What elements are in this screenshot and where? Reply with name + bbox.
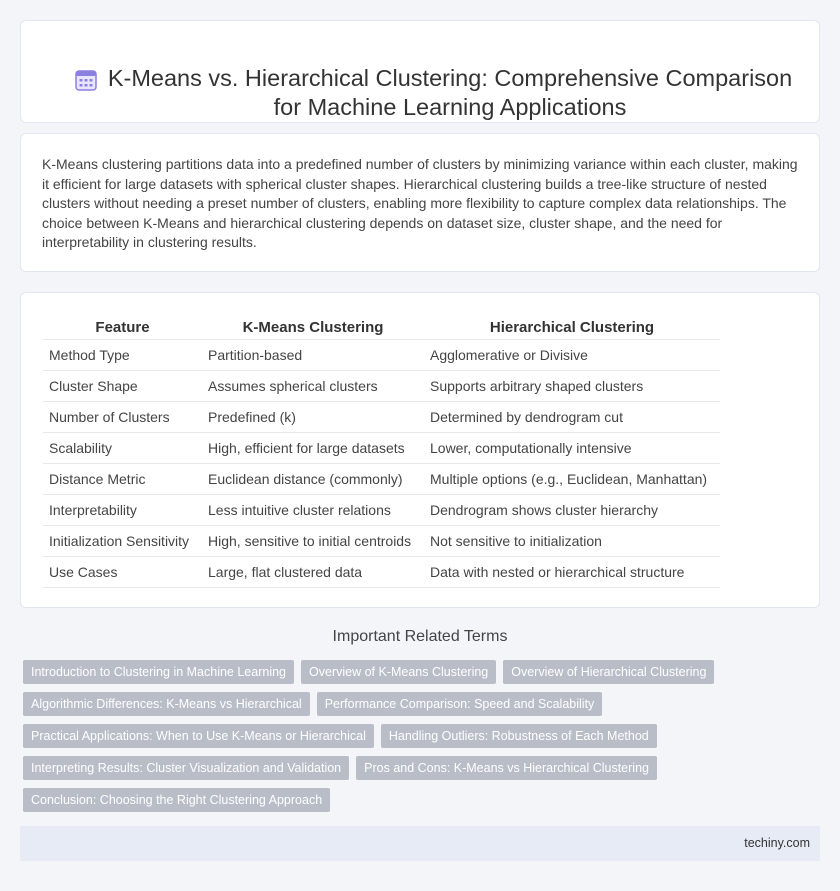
table-header-row — [43, 315, 720, 339]
table-cell: Multiple options (e.g., Euclidean, Manhattan) — [424, 463, 720, 494]
tag-row — [23, 788, 783, 812]
comparison-table-card — [20, 292, 820, 608]
tag-row — [23, 692, 783, 716]
related-term-link[interactable]: Pros and Cons: K-Means vs Hierarchical Clustering — [356, 756, 657, 780]
table-cell: Method Type — [43, 339, 202, 370]
table-cell: Scalability — [43, 432, 202, 463]
table-cell: Assumes spherical clusters — [202, 370, 424, 401]
tag-row — [23, 756, 783, 780]
table-cell: Predefined (k) — [202, 401, 424, 432]
table-cell: Agglomerative or Divisive — [424, 339, 720, 370]
related-term-link[interactable]: Conclusion: Choosing the Right Clustering Approach — [23, 788, 330, 812]
table-cell: Partition-based — [202, 339, 424, 370]
table-cell: Use Cases — [43, 556, 202, 587]
footer-site-link[interactable]: techiny.com — [744, 836, 810, 850]
table-cell: Initialization Sensitivity — [43, 525, 202, 556]
table-header-feature: Feature — [43, 315, 202, 339]
related-term-link[interactable]: Algorithmic Differences: K-Means vs Hierarchical — [23, 692, 310, 716]
related-term-link[interactable]: Practical Applications: When to Use K-Means or Hierarchical — [23, 724, 374, 748]
table-cell: Less intuitive cluster relations — [202, 494, 424, 525]
table-row — [43, 525, 720, 556]
related-terms-title: Important Related Terms — [332, 628, 508, 645]
intro-card — [20, 133, 820, 272]
table-cell: Supports arbitrary shaped clusters — [424, 370, 720, 401]
intro-paragraph: K-Means clustering partitions data into a predefined number of clusters by minimizing variance within each cluster, making it efficient for large datasets with spherical cluster shapes. Hierarchical clustering builds a tree-like structure of nested clusters without needing a preset number of clusters, enabling more flexibility to capture complex data relationships. The choice between K-Means and hierarchical clustering depends on dataset size, cluster shape, and the need for interpretability in clustering results. — [42, 156, 798, 250]
table-cell: Cluster Shape — [43, 370, 202, 401]
related-term-link[interactable]: Overview of Hierarchical Clustering — [503, 660, 714, 684]
related-terms-list — [23, 660, 783, 820]
table-cell: Determined by dendrogram cut — [424, 401, 720, 432]
table-row — [43, 494, 720, 525]
footer — [20, 826, 820, 861]
table-cell: Distance Metric — [43, 463, 202, 494]
table-row — [43, 432, 720, 463]
table-header-hierarchical: Hierarchical Clustering — [424, 315, 720, 339]
table-row — [43, 463, 720, 494]
table-cell: Not sensitive to initialization — [424, 525, 720, 556]
related-term-link[interactable]: Handling Outliers: Robustness of Each Method — [381, 724, 657, 748]
table-cell: High, sensitive to initial centroids — [202, 525, 424, 556]
table-cell: Number of Clusters — [43, 401, 202, 432]
table-cell: Euclidean distance (commonly) — [202, 463, 424, 494]
related-term-link[interactable]: Interpreting Results: Cluster Visualization and Validation — [23, 756, 349, 780]
table-row — [43, 401, 720, 432]
title-card — [20, 20, 820, 123]
table-row — [43, 370, 720, 401]
related-term-link[interactable]: Introduction to Clustering in Machine Learning — [23, 660, 294, 684]
table-cell: Large, flat clustered data — [202, 556, 424, 587]
tag-row — [23, 660, 783, 684]
table-row — [43, 339, 720, 370]
calendar-icon — [74, 68, 98, 92]
page-title: K-Means vs. Hierarchical Clustering: Comprehensive Comparison for Machine Learning Applications — [107, 65, 793, 120]
table-cell: High, efficient for large datasets — [202, 432, 424, 463]
table-cell: Dendrogram shows cluster hierarchy — [424, 494, 720, 525]
table-row — [43, 556, 720, 587]
related-term-link[interactable]: Performance Comparison: Speed and Scalability — [317, 692, 603, 716]
table-cell: Data with nested or hierarchical structure — [424, 556, 720, 587]
related-term-link[interactable]: Overview of K-Means Clustering — [301, 660, 496, 684]
table-cell: Interpretability — [43, 494, 202, 525]
tag-row — [23, 724, 783, 748]
table-header-kmeans: K-Means Clustering — [202, 315, 424, 339]
comparison-table — [43, 315, 720, 588]
table-cell: Lower, computationally intensive — [424, 432, 720, 463]
